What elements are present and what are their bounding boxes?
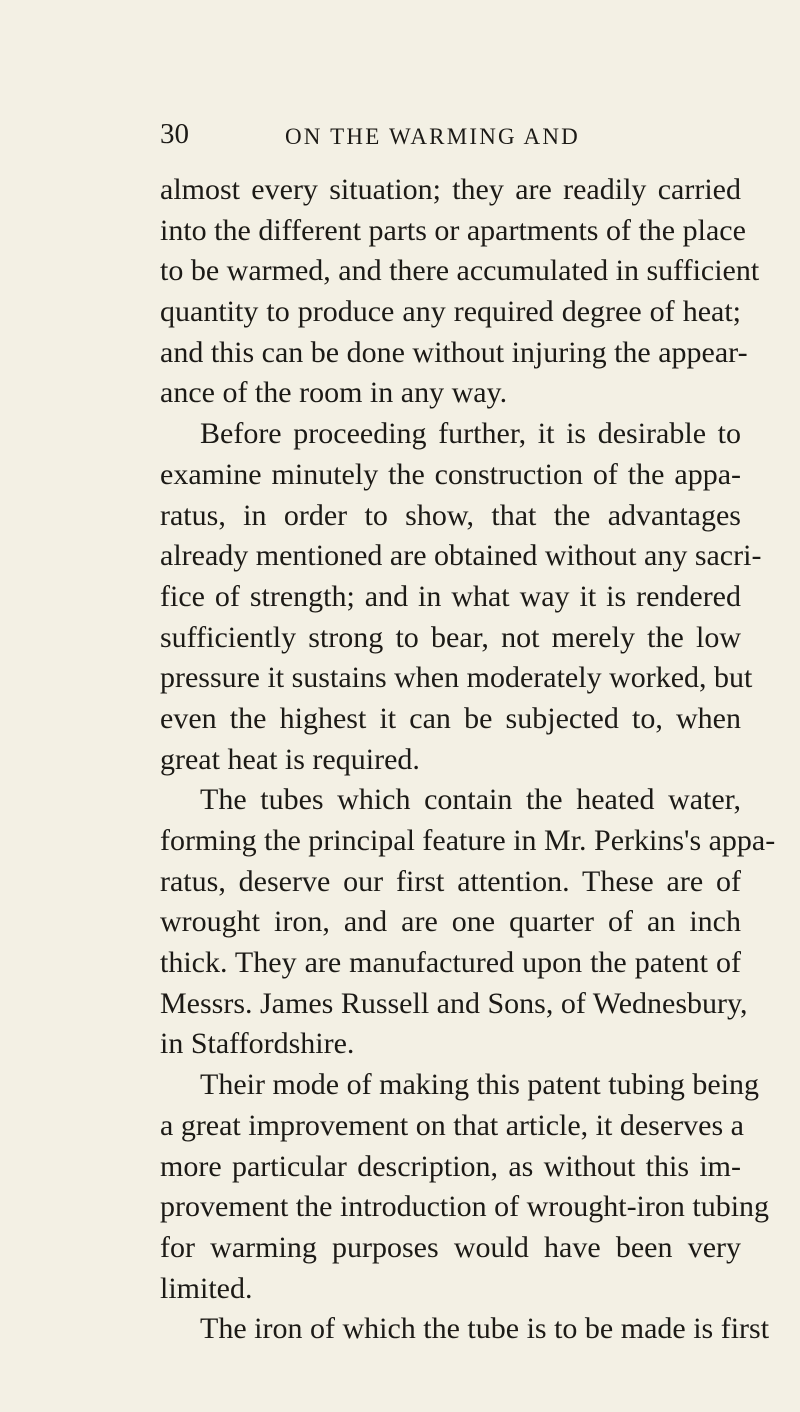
text-line: and this can be done without injuring the appear-	[160, 335, 748, 369]
text-line: ratus, in order to show, that the advantages	[160, 498, 741, 532]
text-line: in Staffordshire.	[160, 1027, 355, 1061]
text-line: ratus, deserve our first attention. These are of	[160, 864, 741, 898]
text-line: Before proceeding further, it is desirable to	[200, 417, 741, 451]
text-line: sufficiently strong to bear, not merely the low	[160, 620, 741, 654]
text-line: Their mode of making this patent tubing being	[200, 1068, 760, 1102]
body-text	[160, 170, 776, 1350]
text-line: thick. They are manufactured upon the patent of	[160, 946, 741, 980]
text-line: quantity to produce any required degree of heat;	[160, 295, 741, 329]
text-line: The iron of which the tube is to be made is first	[200, 1312, 770, 1346]
text-line: into the different parts or apartments of the place	[160, 213, 746, 247]
text-line: forming the principal feature in Mr. Perkins's appa-	[160, 824, 776, 857]
text-line: limited.	[160, 1271, 253, 1305]
text-line: more particular description, as without this im-	[160, 1149, 741, 1183]
text-line: pressure it sustains when moderately worked, but	[160, 661, 753, 695]
text-line: great heat is required.	[160, 742, 420, 776]
text-line: even the highest it can be subjected to, when	[160, 701, 741, 735]
text-line: wrought iron, and are one quarter of an inch	[160, 905, 741, 939]
text-line: almost every situation; they are readily carried	[160, 173, 741, 206]
text-line: ance of the room in any way.	[160, 376, 508, 410]
text-line: fice of strength; and in what way it is rendered	[160, 579, 741, 613]
text-line: The tubes which contain the heated water,	[200, 783, 741, 817]
page-header	[160, 118, 740, 158]
text-line: for warming purposes would have been very	[160, 1230, 741, 1264]
text-line: Messrs. James Russell and Sons, of Wednesbury,	[160, 986, 748, 1020]
running-head: ON THE WARMING AND	[285, 124, 580, 149]
text-line: examine minutely the construction of the appa-	[160, 457, 741, 491]
text-line: provement the introduction of wrought-iron tubing	[160, 1190, 770, 1224]
text-line: to be warmed, and there accumulated in sufficient	[160, 254, 760, 288]
text-line: a great improvement on that article, it deserves a	[160, 1108, 744, 1142]
text-line: already mentioned are obtained without any sacri-	[160, 539, 762, 573]
page-number: 30	[160, 118, 189, 150]
